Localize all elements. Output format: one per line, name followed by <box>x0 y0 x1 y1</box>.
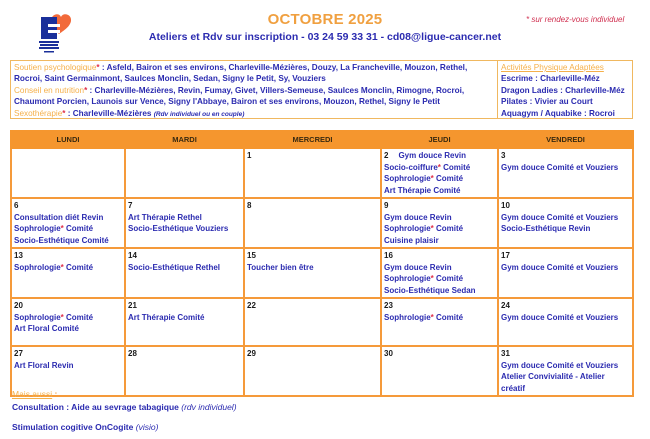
calendar-week-row <box>11 148 633 198</box>
calendar-event: Gym douce Comité et Vouziers <box>501 312 619 322</box>
calendar-event: Gym douce Revin <box>384 262 452 272</box>
apa-item: Escrime : Charleville-Méz <box>501 74 600 84</box>
calendar-day-cell <box>244 346 381 396</box>
calendar-event: Consultation diét Revin <box>14 212 104 222</box>
day-number: 23 <box>384 301 393 310</box>
calendar-event: Socio-Esthétique Sedan <box>384 285 476 295</box>
calendar-event: Socio-Esthétique Vouziers <box>128 224 229 233</box>
calendar-event: Gym douce Comité et Vouziers <box>501 262 619 272</box>
day-number: 30 <box>384 349 393 358</box>
nutrition-line: Conseil en nutrition* : Charleville-Mézières, Revin, Fumay, Givet, Villers-Semeuse, Saulces Monclin, Rimogne, Rocroi, Chaumont Porcien, Launois sur Vence, Signy l'Abbaye, Bairon et ses environs, Mouzon, Rethel, Signy le Petit <box>14 85 465 107</box>
day-number: 13 <box>14 251 23 260</box>
more-label: Mais aussi <box>12 389 53 399</box>
footer-stimulation: Stimulation cogitive OnCogite (visio) <box>12 422 159 432</box>
apa-title: Activités Physique Adaptées <box>501 63 604 72</box>
calendar-day-cell <box>244 298 381 346</box>
footer-consultation: Consultation : Aide au sevrage tabagique (rdv individuel) <box>12 402 237 412</box>
day-header-mardi: MARDI <box>125 131 244 148</box>
calendar-day-cell <box>498 198 633 248</box>
calendar-day-cell <box>498 346 633 396</box>
day-number: 3 <box>501 151 506 160</box>
calendar-day-cell <box>11 198 125 248</box>
day-number: 29 <box>247 349 256 358</box>
day-number: 24 <box>501 301 510 310</box>
calendar-event: Sophrologie* Comité <box>384 174 464 183</box>
calendar-event: Gym douce Comité et Vouziers <box>501 162 619 172</box>
calendar-event: Sophrologie* Comité <box>384 224 464 233</box>
day-number: 21 <box>128 301 137 310</box>
sexotherapie-line: Sexothérapie* : Charleville-Mézières (Rdv individuel ou en couple) <box>14 108 245 118</box>
calendar-event: Sophrologie* Comité <box>384 274 464 283</box>
services-info-box <box>10 60 497 119</box>
calendar-day-cell <box>381 298 498 346</box>
appointment-star: * <box>60 224 64 233</box>
page-title: OCTOBRE 2025 <box>267 11 383 28</box>
day-number: 10 <box>501 201 510 210</box>
calendar-day-cell <box>381 198 498 248</box>
calendar-event: Gym douce Comité et Vouziers <box>501 212 619 222</box>
day-number: 14 <box>128 251 137 260</box>
day-header-vendredi: VENDREDI <box>498 131 633 148</box>
contact-subtitle: Ateliers et Rdv sur inscription - 03 24 59 33 31 - cd08@ligue-cancer.net <box>148 31 502 43</box>
appointment-star: * <box>430 312 434 322</box>
calendar-day-cell <box>244 148 381 198</box>
sexo-note: (Rdv individuel ou en couple) <box>153 110 245 118</box>
appointment-star: * <box>430 274 434 283</box>
calendar-week-row <box>11 298 633 346</box>
calendar-week-row <box>11 198 633 248</box>
calendar-table <box>10 130 634 397</box>
day-number: 7 <box>128 201 133 210</box>
sexo-label: Sexothérapie <box>14 108 63 118</box>
calendar-event: Gym douce Comité et Vouziers <box>501 360 619 370</box>
calendar-event: Art Thérapie Comité <box>384 185 461 195</box>
day-header-mercredi: MERCREDI <box>244 131 381 148</box>
day-header-lundi: LUNDI <box>11 131 125 148</box>
soutien-locations: : Asfeld, Bairon et ses environs, Charleville-Mézières, Douzy, La Francheville, Mouzon, Rethel, Rocroi, Saint Germainmont, Saulces Monclin, Sedan, Signy le Petit, Sy, Vouziers <box>14 63 468 84</box>
calendar-day-cell <box>125 148 244 198</box>
apa-item: Aquagym / Aquabike : Rocroi <box>501 108 615 118</box>
day-number: 2 <box>384 151 389 160</box>
calendar-day-cell <box>381 148 498 198</box>
calendar-day-cell <box>244 248 381 298</box>
calendar-event: Sophrologie* Comité <box>384 312 464 322</box>
soutien-label: Soutien psychologique <box>14 63 97 72</box>
calendar-event: Gym douce Revin <box>384 212 452 222</box>
calendar-day-cell <box>244 198 381 248</box>
calendar-day-cell <box>125 248 244 298</box>
day-number: 9 <box>384 201 389 210</box>
calendar-event: Toucher bien être <box>247 262 314 272</box>
calendar-week-row <box>11 248 633 298</box>
calendar-event: Socio-coiffure* Comité <box>384 162 471 172</box>
calendar-event: Art Floral Revin <box>14 360 74 370</box>
calendar-day-cell <box>498 248 633 298</box>
appointment-star: * <box>60 262 64 272</box>
day-number: 27 <box>14 349 23 358</box>
calendar-day-cell <box>381 346 498 396</box>
apa-item: Pilates : Vivier au Court <box>501 97 593 107</box>
day-number: 31 <box>501 349 510 358</box>
calendar-day-cell <box>381 248 498 298</box>
calendar-day-cell <box>498 298 633 346</box>
appointment-note: * sur rendez-vous individuel <box>526 15 625 24</box>
day-number: 16 <box>384 251 393 260</box>
apa-item: Dragon Ladies : Charleville-Méz <box>501 85 625 95</box>
calendar-event: Socio-Esthétique Comité <box>14 235 109 245</box>
calendar-event: Art Thérapie Rethel <box>128 212 202 222</box>
appointment-star: * <box>430 174 434 183</box>
appointment-star: * <box>437 162 441 172</box>
day-number: 8 <box>247 201 252 210</box>
calendar-day-cell <box>11 248 125 298</box>
day-number: 1 <box>247 151 252 160</box>
calendar-day-cell <box>498 148 633 198</box>
calendar-event: Atelier Convivialité - Atelier créatif <box>501 372 605 393</box>
day-number: 28 <box>128 349 137 358</box>
day-number: 6 <box>14 201 19 210</box>
calendar-event: Gym douce Revin <box>398 151 467 160</box>
day-number: 22 <box>247 301 256 310</box>
appointment-star: * <box>430 224 434 233</box>
calendar-header-row <box>11 131 633 148</box>
nutrition-label: Conseil en nutrition <box>14 85 85 95</box>
calendar-event: Sophrologie* Comité <box>14 262 94 272</box>
day-header-jeudi: JEUDI <box>381 131 498 148</box>
calendar-event: Cuisine plaisir <box>384 235 439 245</box>
calendar-day-cell <box>125 298 244 346</box>
soutien-psychologique-line: Soutien psychologique* : Asfeld, Bairon et ses environs, Charleville-Mézières, Douzy, La Francheville, Mouzon, Rethel, Rocroi, Saint Germainmont, Saulces Monclin, Sedan, Signy le Petit, Sy, Vouziers <box>14 63 468 84</box>
calendar-event: Socio-Esthétique Rethel <box>128 262 221 272</box>
calendar-event: Socio-Esthétique Revin <box>501 224 591 233</box>
calendar-event: Sophrologie* Comité <box>14 312 94 322</box>
calendar-event: Art Thérapie Comité <box>128 312 205 322</box>
sexo-locations: : Charleville-Mézières <box>65 108 154 118</box>
calendar-day-cell <box>11 148 125 198</box>
apa-box <box>497 60 633 119</box>
day-number: 20 <box>14 301 23 310</box>
calendar-day-cell <box>11 298 125 346</box>
day-number: 17 <box>501 251 510 260</box>
day-number: 15 <box>247 251 256 260</box>
calendar-day-cell <box>125 198 244 248</box>
appointment-star: * <box>60 312 64 322</box>
nutrition-locations: : Charleville-Mézières, Revin, Fumay, Givet, Villers-Semeuse, Saulces Monclin, Rimogne, Rocroi, Chaumont Porcien, Launois sur Vence, Signy l'Abbaye, Bairon et ses environs, Mouzon, Rethel, Signy le Petit <box>14 85 465 107</box>
calendar-event: Sophrologie* Comité <box>14 224 94 233</box>
calendar-event: Art Floral Comité <box>14 324 79 333</box>
footer: Mais aussi : Consultation : Aide au sevrage tabagique (rdv individuel) Stimulation cogitive OnCogite (visio) <box>12 389 237 432</box>
